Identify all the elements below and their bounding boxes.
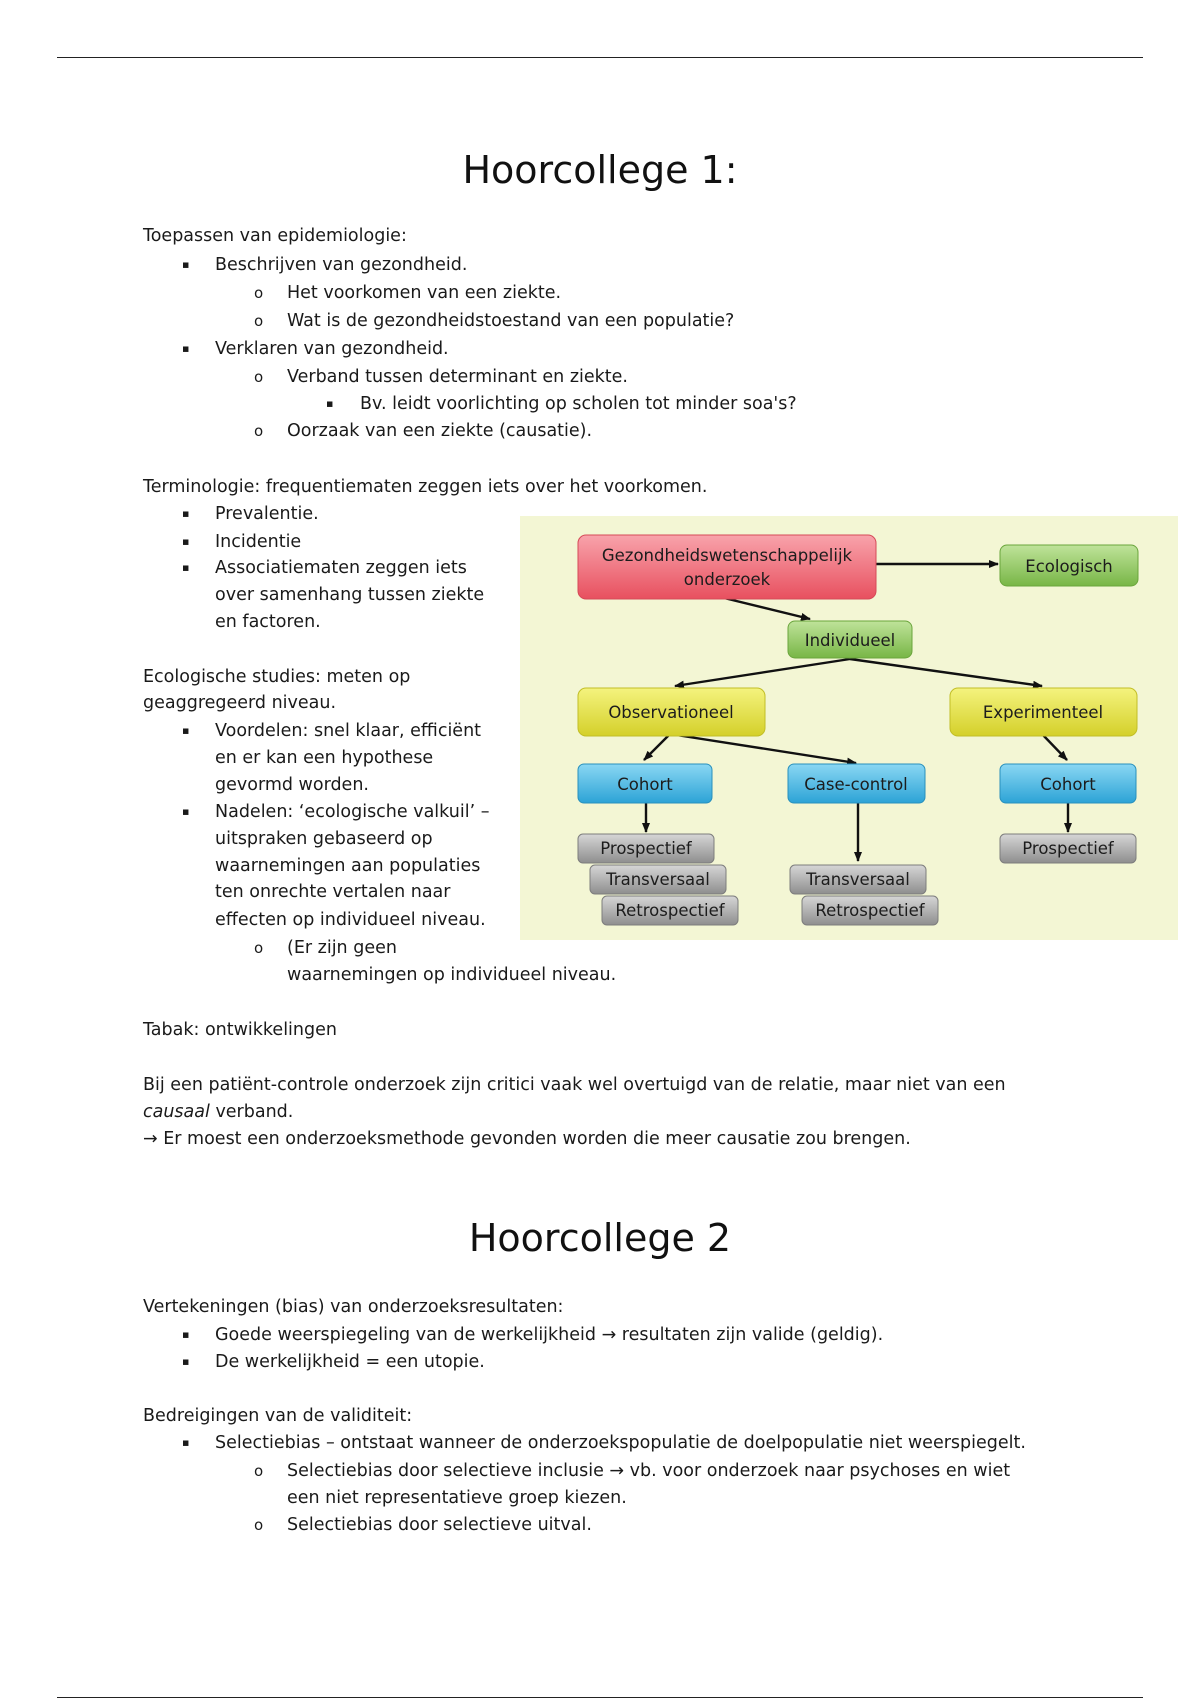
list-item-cont: waarnemingen aan populaties [215, 856, 481, 876]
node-label: onderzoek [683, 570, 771, 589]
node-label: Case-control [804, 775, 908, 794]
bullet-square: ▪ [182, 561, 190, 574]
list-item: Verklaren van gezondheid. [215, 339, 449, 359]
terminologie-heading: Terminologie: frequentiematen zeggen iets over het voorkomen. [143, 477, 708, 497]
footer-rule [57, 1697, 1143, 1698]
page-title-1: Hoorcollege 1: [462, 148, 738, 192]
node-label: Gezondheidswetenschappelijk [601, 546, 853, 565]
node-gezondheidswetenschappelijk [578, 535, 876, 599]
node-label: Cohort [617, 775, 673, 794]
bedreigingen-heading: Bedreigingen van de validiteit: [143, 1406, 413, 1426]
list-item: Prevalentie. [215, 504, 319, 524]
list-item: Associatiematen zeggen iets [215, 558, 467, 578]
patient-line-3-text: Er moest een onderzoeksmethode gevonden worden die meer causatie zou brengen. [157, 1129, 911, 1149]
bullet-square: ▪ [182, 1328, 190, 1341]
bullet-circle: o [254, 1516, 264, 1534]
bullet-circle: o [254, 368, 264, 386]
patient-line-2-rest: verband. [209, 1102, 294, 1122]
list-item-cont: gevormd worden. [215, 775, 369, 795]
bullet-square: ▪ [182, 805, 190, 818]
bullet-square: ▪ [182, 535, 190, 548]
list-item: Het voorkomen van een ziekte. [287, 283, 562, 303]
patient-line-3 [143, 1126, 911, 1152]
list-item-cont: over samenhang tussen ziekte [215, 585, 485, 605]
list-item: Nadelen: ‘ecologische valkuil’ – [215, 802, 490, 822]
node-label: Prospectief [600, 839, 692, 858]
ecologisch-heading-cont: geaggregeerd niveau. [143, 693, 337, 713]
node-label: Retrospectief [815, 901, 925, 920]
list-item: Voordelen: snel klaar, efficiënt [215, 721, 482, 741]
list-item: Incidentie [215, 532, 302, 552]
list-item: Oorzaak van een ziekte (causatie). [287, 421, 593, 441]
list-item: (Er zijn geen [287, 938, 397, 958]
bullet-square: ▪ [182, 724, 190, 737]
node-label: Transversaal [806, 870, 910, 889]
bullet-square: ▪ [182, 258, 190, 271]
patient-line-2 [143, 1099, 293, 1125]
list-item: De werkelijkheid = een utopie. [215, 1352, 485, 1372]
bullet-circle: o [254, 284, 264, 302]
bullet-square: ▪ [182, 507, 190, 520]
list-item-cont: effecten op individueel niveau. [215, 910, 486, 930]
list-item-cont: waarnemingen op individueel niveau. [287, 965, 617, 985]
header-rule [57, 57, 1143, 58]
list-item: Beschrijven van gezondheid. [215, 255, 468, 275]
list-item-cont: en factoren. [215, 612, 321, 632]
list-item: Selectiebias – ontstaat wanneer de onderzoekspopulatie de doelpopulatie niet weerspiegelt. [215, 1433, 1026, 1453]
bullet-circle: o [254, 1462, 264, 1480]
node-label: Prospectief [1022, 839, 1114, 858]
bullet-circle: o [254, 939, 264, 957]
bullet-square: ▪ [182, 1355, 190, 1368]
list-item: Bv. leidt voorlichting op scholen tot minder soa's? [360, 394, 797, 414]
node-label: Experimenteel [982, 703, 1104, 722]
node-label: Individueel [804, 631, 896, 650]
list-item: Selectiebias door selectieve inclusie → vb. voor onderzoek naar psychoses en wiet [287, 1461, 1011, 1481]
list-item-cont: ten onrechte vertalen naar [215, 882, 451, 902]
toepassen-heading: Toepassen van epidemiologie: [143, 226, 407, 246]
study-design-diagram [520, 516, 1178, 940]
list-item: Verband tussen determinant en ziekte. [287, 367, 628, 387]
node-label: Observationeel [608, 703, 734, 722]
list-item: Goede weerspiegeling van de werkelijkheid → resultaten zijn valide (geldig). [215, 1325, 884, 1345]
bullet-circle: o [254, 312, 264, 330]
list-item-cont: uitspraken gebaseerd op [215, 829, 433, 849]
bullet-square: ▪ [326, 397, 334, 410]
bias-heading: Vertekeningen (bias) van onderzoeksresultaten: [143, 1297, 564, 1317]
tabak-line: Tabak: ontwikkelingen [143, 1020, 337, 1040]
node-label: Cohort [1040, 775, 1096, 794]
node-label: Retrospectief [615, 901, 725, 920]
list-item: Wat is de gezondheidstoestand van een populatie? [287, 311, 735, 331]
bullet-circle: o [254, 422, 264, 440]
list-item: Selectiebias door selectieve uitval. [287, 1515, 592, 1535]
list-item-cont: een niet representatieve groep kiezen. [287, 1488, 627, 1508]
page-title-2: Hoorcollege 2 [468, 1216, 732, 1260]
patient-line-1: Bij een patiënt-controle onderzoek zijn critici vaak wel overtuigd van de relatie, maar niet van een [143, 1075, 1006, 1095]
ecologisch-heading: Ecologische studies: meten op [143, 667, 411, 687]
bullet-square: ▪ [182, 342, 190, 355]
arrow-right-icon: → [143, 1129, 158, 1149]
node-label: Transversaal [606, 870, 710, 889]
bullet-square: ▪ [182, 1436, 190, 1449]
causaal-emphasis: causaal [143, 1102, 210, 1122]
node-label: Ecologisch [1025, 557, 1113, 576]
list-item-cont: en er kan een hypothese [215, 748, 434, 768]
